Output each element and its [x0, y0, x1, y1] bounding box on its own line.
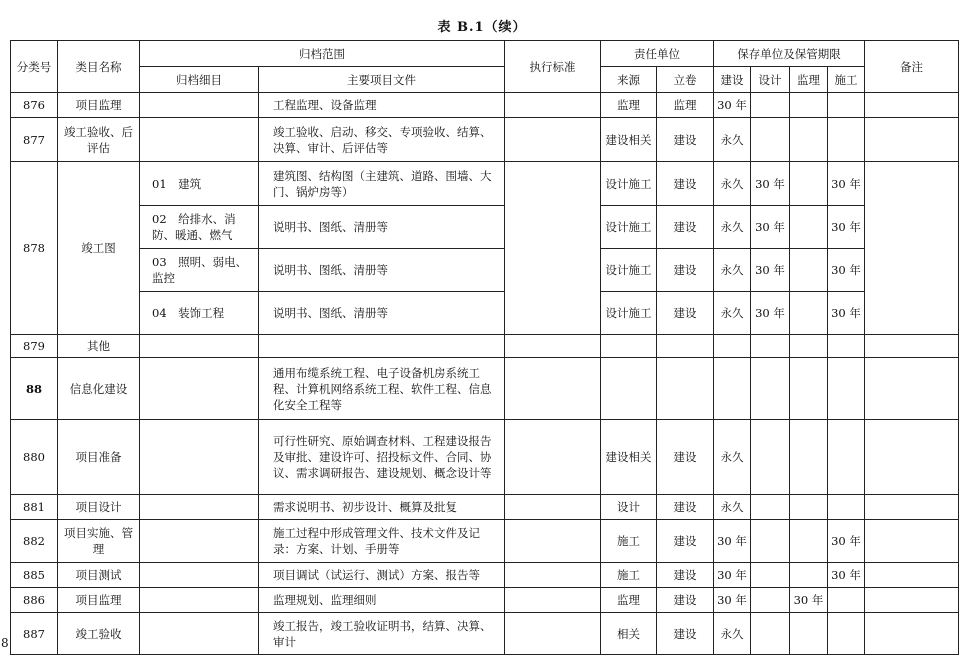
- header-standard: 执行标准: [505, 41, 601, 93]
- table-row: [11, 563, 959, 588]
- row-file: 监理: [657, 93, 714, 118]
- row-files: 建筑图、结构图（主建筑、道路、围墙、大门、锅炉房等）: [259, 162, 505, 206]
- row-detail: [140, 118, 259, 162]
- row-code: 878: [11, 162, 58, 335]
- table-row: [11, 162, 959, 206]
- row-source: 建设相关: [601, 118, 657, 162]
- row-standard: [505, 93, 601, 118]
- row-standard: [505, 162, 601, 335]
- row-source: 施工: [601, 520, 657, 563]
- row-super: [790, 93, 828, 118]
- table-row: [11, 249, 959, 292]
- row-name: 项目实施、管理: [58, 520, 140, 563]
- row-super: [790, 162, 828, 206]
- row-standard: [505, 613, 601, 655]
- row-build: 30 年: [714, 520, 751, 563]
- row-source: [601, 335, 657, 358]
- row-const: 30 年: [828, 206, 865, 249]
- header-note: 备注: [865, 41, 959, 93]
- table-row: [11, 588, 959, 613]
- row-standard: [505, 358, 601, 420]
- row-file: 建设: [657, 292, 714, 335]
- row-files: 工程监理、设备监理: [259, 93, 505, 118]
- row-const: [828, 358, 865, 420]
- row-super: [790, 292, 828, 335]
- row-const: [828, 495, 865, 520]
- row-detail: 01 建筑: [140, 162, 259, 206]
- row-file: 建设: [657, 420, 714, 495]
- row-note: [865, 520, 959, 563]
- row-note: [865, 588, 959, 613]
- row-design: [751, 613, 790, 655]
- row-file: 建设: [657, 162, 714, 206]
- row-detail: [140, 420, 259, 495]
- row-note: [865, 420, 959, 495]
- header-keep-super: 监理: [790, 67, 828, 93]
- row-build: [714, 358, 751, 420]
- row-name: 竣工图: [58, 162, 140, 335]
- table-row: [11, 206, 959, 249]
- row-detail: [140, 335, 259, 358]
- row-standard: [505, 520, 601, 563]
- row-name: 项目监理: [58, 93, 140, 118]
- header-code: 分类号: [11, 41, 58, 93]
- row-const: [828, 335, 865, 358]
- row-file: [657, 335, 714, 358]
- row-super: [790, 563, 828, 588]
- row-const: [828, 588, 865, 613]
- table-row: [11, 335, 959, 358]
- row-source: 设计施工: [601, 206, 657, 249]
- row-name: 竣工验收: [58, 613, 140, 655]
- row-code: 877: [11, 118, 58, 162]
- row-build: 永久: [714, 206, 751, 249]
- row-source: 相关: [601, 613, 657, 655]
- row-const: 30 年: [828, 520, 865, 563]
- row-files: 说明书、图纸、清册等: [259, 249, 505, 292]
- row-source: 设计施工: [601, 162, 657, 206]
- header-keep-design: 设计: [751, 67, 790, 93]
- row-super: [790, 495, 828, 520]
- row-design: 30 年: [751, 292, 790, 335]
- archive-table: [10, 40, 959, 655]
- table-row: [11, 420, 959, 495]
- row-name: 信息化建设: [58, 358, 140, 420]
- row-files: 可行性研究、原始调查材料、工程建设报告及审批、建设许可、招投标文件、合同、协议、需求调研报告、建设规划、概念设计等: [259, 420, 505, 495]
- header-keep-build: 建设: [714, 67, 751, 93]
- header-resp: 责任单位: [601, 41, 714, 67]
- row-build: [714, 335, 751, 358]
- row-files: 竣工验收、启动、移交、专项验收、结算、决算、审计、后评估等: [259, 118, 505, 162]
- table-row: [11, 93, 959, 118]
- row-file: 建设: [657, 249, 714, 292]
- row-detail: [140, 563, 259, 588]
- row-detail: 04 装饰工程: [140, 292, 259, 335]
- row-const: [828, 118, 865, 162]
- header-scope: 归档范围: [140, 41, 505, 67]
- row-code: 879: [11, 335, 58, 358]
- row-note: [865, 613, 959, 655]
- row-code: 886: [11, 588, 58, 613]
- row-name: 项目准备: [58, 420, 140, 495]
- row-design: [751, 420, 790, 495]
- row-file: 建设: [657, 520, 714, 563]
- row-note: [865, 358, 959, 420]
- row-const: [828, 613, 865, 655]
- row-build: 永久: [714, 292, 751, 335]
- row-note: [865, 495, 959, 520]
- row-const: [828, 93, 865, 118]
- page-mark: 8: [1, 636, 9, 650]
- row-build: 永久: [714, 118, 751, 162]
- row-source: 设计施工: [601, 249, 657, 292]
- row-note: [865, 162, 959, 335]
- row-code: 887: [11, 613, 58, 655]
- row-code: 881: [11, 495, 58, 520]
- row-name: 项目测试: [58, 563, 140, 588]
- row-detail: [140, 93, 259, 118]
- row-source: [601, 358, 657, 420]
- row-file: [657, 358, 714, 420]
- row-source: 监理: [601, 93, 657, 118]
- row-detail: [140, 358, 259, 420]
- row-standard: [505, 118, 601, 162]
- row-code: 880: [11, 420, 58, 495]
- row-design: [751, 358, 790, 420]
- row-const: 30 年: [828, 292, 865, 335]
- row-const: 30 年: [828, 563, 865, 588]
- row-detail: [140, 495, 259, 520]
- header-keep: 保存单位及保管期限: [714, 41, 865, 67]
- row-files: 说明书、图纸、清册等: [259, 292, 505, 335]
- row-source: 建设相关: [601, 420, 657, 495]
- row-files: 说明书、图纸、清册等: [259, 206, 505, 249]
- row-file: 建设: [657, 118, 714, 162]
- table-row: [11, 613, 959, 655]
- header-resp-source: 来源: [601, 67, 657, 93]
- row-design: [751, 588, 790, 613]
- row-detail: 02 给排水、消防、暖通、燃气: [140, 206, 259, 249]
- header-name: 类目名称: [58, 41, 140, 93]
- row-detail: [140, 588, 259, 613]
- row-standard: [505, 335, 601, 358]
- row-file: 建设: [657, 588, 714, 613]
- row-source: 监理: [601, 588, 657, 613]
- row-standard: [505, 563, 601, 588]
- row-files: 竣工报告，竣工验收证明书，结算、决算、审计: [259, 613, 505, 655]
- row-detail: [140, 520, 259, 563]
- table-row: [11, 520, 959, 563]
- row-files: 需求说明书、初步设计、概算及批复: [259, 495, 505, 520]
- row-code: 876: [11, 93, 58, 118]
- row-design: [751, 335, 790, 358]
- row-build: 30 年: [714, 563, 751, 588]
- row-note: [865, 335, 959, 358]
- row-code: 88: [11, 358, 58, 420]
- row-files: 项目调试（试运行、测试）方案、报告等: [259, 563, 505, 588]
- row-build: 永久: [714, 162, 751, 206]
- table-row: [11, 292, 959, 335]
- row-source: 施工: [601, 563, 657, 588]
- row-const: 30 年: [828, 162, 865, 206]
- row-design: [751, 93, 790, 118]
- row-note: [865, 118, 959, 162]
- row-super: [790, 206, 828, 249]
- row-build: 永久: [714, 420, 751, 495]
- row-super: [790, 358, 828, 420]
- row-name: 其他: [58, 335, 140, 358]
- row-detail: [140, 613, 259, 655]
- row-note: [865, 93, 959, 118]
- row-detail: 03 照明、弱电、监控: [140, 249, 259, 292]
- row-source: 设计施工: [601, 292, 657, 335]
- header-keep-const: 施工: [828, 67, 865, 93]
- header-resp-file: 立卷: [657, 67, 714, 93]
- row-super: 30 年: [790, 588, 828, 613]
- row-files: [259, 335, 505, 358]
- row-super: [790, 420, 828, 495]
- row-files: 监理规划、监理细则: [259, 588, 505, 613]
- header-scope-detail: 归档细目: [140, 67, 259, 93]
- row-name: 项目设计: [58, 495, 140, 520]
- row-standard: [505, 588, 601, 613]
- row-build: 30 年: [714, 93, 751, 118]
- row-code: 885: [11, 563, 58, 588]
- row-super: [790, 335, 828, 358]
- row-design: [751, 520, 790, 563]
- row-code: 882: [11, 520, 58, 563]
- row-build: 永久: [714, 249, 751, 292]
- row-super: [790, 613, 828, 655]
- row-design: [751, 495, 790, 520]
- row-standard: [505, 420, 601, 495]
- header-scope-files: 主要项目文件: [259, 67, 505, 93]
- row-super: [790, 249, 828, 292]
- table-row: [11, 358, 959, 420]
- row-note: [865, 563, 959, 588]
- row-build: 30 年: [714, 588, 751, 613]
- row-name: 项目监理: [58, 588, 140, 613]
- row-design: [751, 118, 790, 162]
- row-design: [751, 563, 790, 588]
- row-files: 通用布缆系统工程、电子设备机房系统工程、计算机网络系统工程、软件工程、信息化安全工程等: [259, 358, 505, 420]
- row-design: 30 年: [751, 249, 790, 292]
- row-file: 建设: [657, 563, 714, 588]
- row-source: 设计: [601, 495, 657, 520]
- row-build: 永久: [714, 613, 751, 655]
- row-const: 30 年: [828, 249, 865, 292]
- row-design: 30 年: [751, 162, 790, 206]
- row-super: [790, 520, 828, 563]
- row-standard: [505, 495, 601, 520]
- row-const: [828, 420, 865, 495]
- row-files: 施工过程中形成管理文件、技术文件及记录：方案、计划、手册等: [259, 520, 505, 563]
- row-file: 建设: [657, 613, 714, 655]
- row-design: 30 年: [751, 206, 790, 249]
- row-super: [790, 118, 828, 162]
- table-caption: 表 B.1（续）: [437, 20, 527, 35]
- table-row: [11, 118, 959, 162]
- row-build: 永久: [714, 495, 751, 520]
- row-file: 建设: [657, 495, 714, 520]
- row-file: 建设: [657, 206, 714, 249]
- table-row: [11, 495, 959, 520]
- row-name: 竣工验收、后评估: [58, 118, 140, 162]
